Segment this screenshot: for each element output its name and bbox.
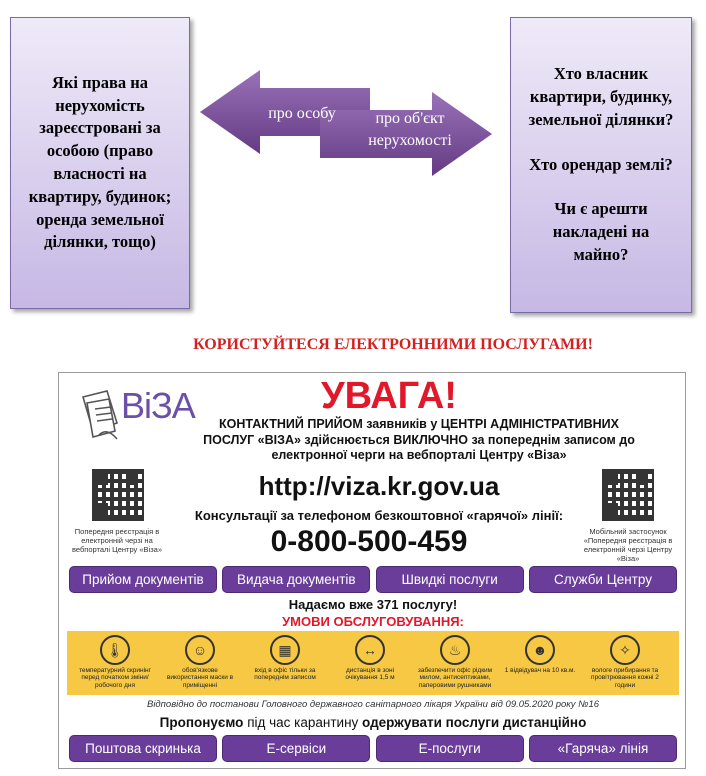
viza-poster [58, 372, 686, 769]
e-posluhy-button[interactable]: Е-послуги [376, 735, 524, 762]
condition-item: ↔ дистанція в зоні очікування 1,5 м [332, 631, 408, 682]
qr-app-caption: Мобільний застосунок «Попередня реєстрація в електронній черзі Центру «Віза» [583, 527, 673, 563]
center-services-button[interactable]: Служби Центру [529, 566, 677, 593]
qr-code-mobile-app[interactable] [602, 469, 654, 521]
e-services-button[interactable]: Е-сервіси [222, 735, 370, 762]
qr-portal-caption: Попередня реєстрація в електронній черзі на вебпорталі Центру «Віза» [71, 527, 162, 554]
question-tenant: Хто орендар землі? [529, 154, 673, 174]
mask-icon: ☺ [185, 635, 215, 665]
distance-icon: ↔ [355, 635, 385, 665]
condition-item: ▦ вхід в офіс тільки за попереднім записом [247, 631, 323, 682]
right-info-box [510, 17, 692, 313]
condition-item: ☺ обов'язкове використання маски в приміщенні [162, 631, 238, 689]
condition-item: ☻ 1 відвідувач на 10 кв.м. [502, 631, 578, 674]
condition-item: ✧ вологе прибирання та провітрювання кожні 2 години [587, 631, 663, 689]
offer-part-a: Пропонуємо [159, 715, 244, 730]
cleaning-icon: ✧ [610, 635, 640, 665]
arrow-label-person: про особу [268, 105, 336, 122]
calendar-icon: ▦ [270, 635, 300, 665]
mailbox-button[interactable]: Поштова скринька [69, 735, 217, 762]
hotline-label: Консультації за телефоном безкоштовної «гарячої» лінії: [194, 508, 564, 523]
accept-documents-button[interactable]: Прийом документів [69, 566, 217, 593]
thermometer-icon: 🌡 [100, 635, 130, 665]
decree-note: Відповідно до постанови Головного державного санітарного лікаря України від 09.05.2020 року №16 [146, 699, 600, 710]
conditions-title: УМОВИ ОБСЛУГОВУВАННЯ: [282, 614, 464, 629]
remote-button-row [69, 735, 677, 762]
attention-headline: УВАГА! [321, 375, 457, 417]
services-button-row [69, 566, 677, 593]
document-stack-icon [77, 387, 123, 445]
qr-code-portal[interactable] [92, 469, 144, 521]
sanitizer-icon: ♨ [440, 635, 470, 665]
left-box-text: Які права на нерухомість зареєстровані за особою (право власності на квартиру, будинок; оренда земельної ділянки, тощо) [28, 72, 172, 252]
appointment-notice: КОНТАКТНИЙ ПРИЙОМ заявників у ЦЕНТРІ АДМІНІСТРАТИВНИХ ПОСЛУГ «ВІЗА» здійснюється ВИКЛЮЧНО за попереднім записом до електронної черги на вебпорталі Центру «Віза» [203, 417, 635, 463]
offer-part-b: під час карантину [243, 715, 363, 730]
viza-logo: ВіЗА [121, 385, 195, 426]
condition-item: 🌡 температурний скринінг перед початком зміни/робочого дня [77, 631, 153, 689]
left-info-box [10, 17, 190, 309]
condition-item: ♨ забезпечити офіс рідким милом, антисептиками, паперовими рушниками [417, 631, 493, 689]
question-arrests: Чи є арешти накладені на майно? [552, 199, 650, 264]
eservices-banner: КОРИСТУЙТЕСЯ ЕЛЕКТРОННИМИ ПОСЛУГАМИ! [193, 336, 593, 353]
remote-services-offer [59, 715, 687, 730]
question-owner: Хто власник квартири, будинку, земельної ділянки? [528, 64, 674, 129]
people-icon: ☻ [525, 635, 555, 665]
portal-url-link[interactable]: http://viza.kr.gov.ua [258, 471, 500, 501]
quick-services-button[interactable]: Швидкі послуги [376, 566, 524, 593]
offer-part-c: одержувати послуги дистанційно [362, 715, 587, 730]
hotline-phone[interactable]: 0-800-500-459 [270, 525, 468, 558]
hotline-button[interactable]: «Гаряча» лінія [529, 735, 677, 762]
service-count: Надаємо вже 371 послугу! [288, 597, 458, 612]
issue-documents-button[interactable]: Видача документів [222, 566, 370, 593]
conditions-panel [67, 631, 679, 695]
arrow-label-object: про об'єкт нерухомості [368, 110, 452, 149]
